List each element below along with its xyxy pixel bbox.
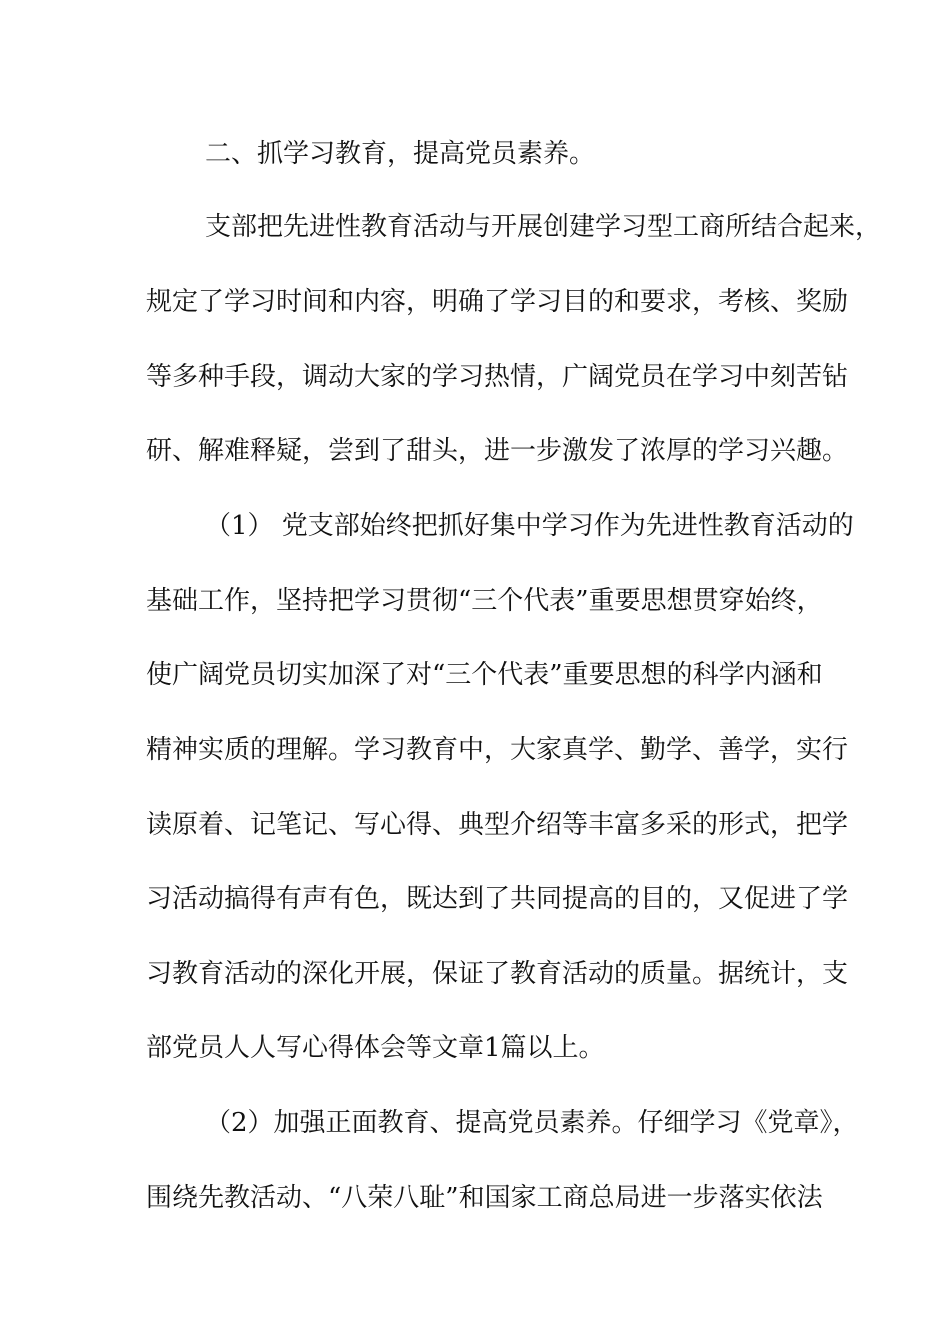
paragraph-line: （2）加强正面教育、提高党员素养。仔细学习《党章》，	[205, 1108, 859, 1138]
paragraph-line: 习教育活动的深化开展，保证了教育活动的质量。据统计，支	[146, 959, 849, 989]
paragraph-line: 精神实质的理解。学习教育中，大家真学、勤学、善学，实行	[146, 735, 849, 765]
paragraph-line: 支部把先进性教育活动与开展创建学习型工商所结合起来，	[205, 212, 882, 242]
paragraph-line: 使广阔党员切实加深了对“三个代表”重要思想的科学内涵和	[146, 660, 823, 690]
paragraph-line: 部党员人人写心得体会等文章1篇以上。	[146, 1033, 605, 1063]
paragraph-line: 围绕先教活动、“八荣八耻”和国家工商总局进一步落实依法	[146, 1183, 823, 1213]
paragraph-line: 基础工作，坚持把学习贯彻“三个代表”重要思想贯穿始终，	[146, 586, 823, 616]
paragraph-line: 读原着、记笔记、写心得、典型介绍等丰富多采的形式，把学	[146, 810, 849, 840]
paragraph-line: 习活动搞得有声有色，既达到了共同提高的目的，又促进了学	[146, 884, 849, 914]
paragraph-line: 规定了学习时间和内容，明确了学习目的和要求，考核、奖励	[146, 287, 849, 317]
paragraph-line: （1） 党支部始终把抓好集中学习作为先进性教育活动的	[205, 511, 854, 541]
paragraph-line: 等多种手段，调动大家的学习热情，广阔党员在学习中刻苦钻	[146, 362, 849, 392]
paragraph-line: 研、解难释疑，尝到了甜头，进一步激发了浓厚的学习兴趣。	[146, 436, 849, 466]
section-heading: 二、抓学习教育，提高党员素养。	[205, 139, 596, 169]
